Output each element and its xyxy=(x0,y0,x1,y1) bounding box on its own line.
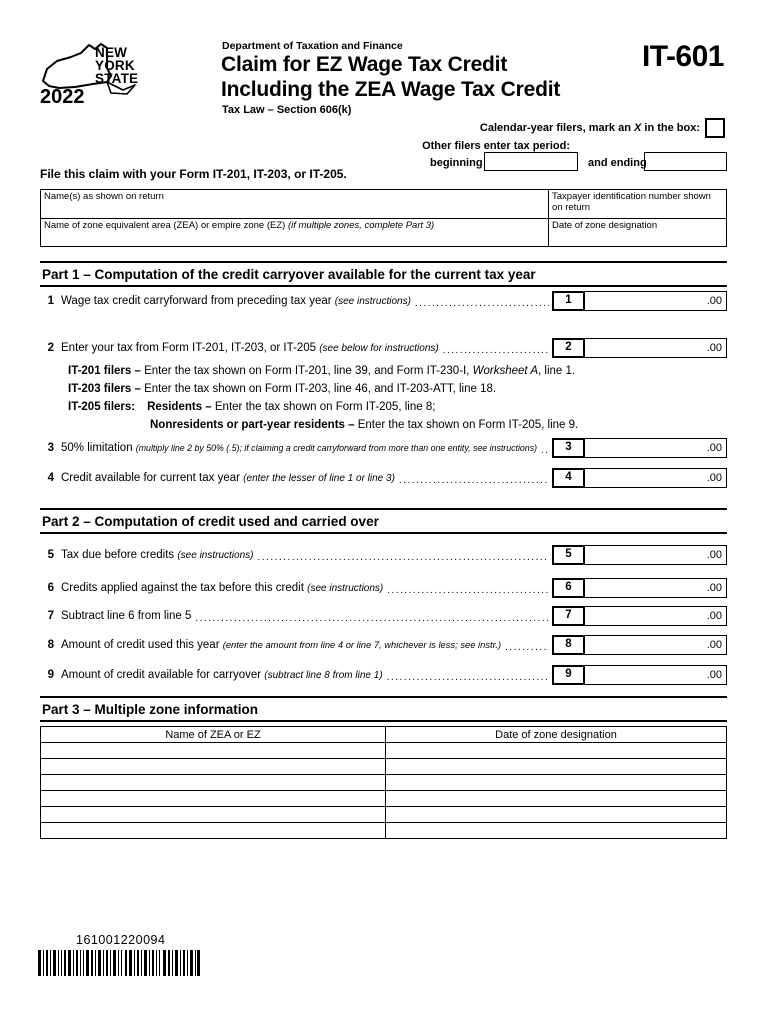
zone-name-entry[interactable] xyxy=(41,759,386,775)
line-1-note: (see instructions) xyxy=(334,296,411,307)
zone-table-row xyxy=(41,759,727,775)
dotted-leader xyxy=(257,550,549,565)
line-8-label: Amount of credit used this year xyxy=(61,639,223,651)
tin-cell xyxy=(549,190,726,219)
line-5-number-box: 5 xyxy=(552,545,585,565)
zone-date-entry[interactable] xyxy=(386,807,727,823)
line-4-amount-input[interactable]: .00 xyxy=(585,468,727,488)
line-2-amount-input[interactable]: .00 xyxy=(585,338,727,358)
form-line-2 xyxy=(40,338,727,358)
form-line-1 xyxy=(40,291,727,311)
zone-date-entry[interactable] xyxy=(386,743,727,759)
line-1-number-box: 1 xyxy=(552,291,585,311)
tax-period-ending-input[interactable] xyxy=(644,152,727,171)
zone-date-label: Date of zone designation xyxy=(552,220,658,231)
barcode-digits: 161001220094 xyxy=(76,933,166,947)
calendar-x: X xyxy=(633,122,642,134)
it205-residents-instruction: IT-205 filers: Residents – Enter the tax shown on Form IT-205, line 8; xyxy=(68,401,436,413)
identity-table xyxy=(40,189,727,247)
line-5-number: 5 xyxy=(47,549,54,561)
logo-word-york: YORK xyxy=(95,58,135,73)
line-5-note: (see instructions) xyxy=(177,550,254,561)
line-9-note: (subtract line 8 from line 1) xyxy=(264,670,383,681)
zone-name-entry[interactable] xyxy=(41,791,386,807)
dotted-leader xyxy=(387,583,549,598)
other-filers-label: Other filers enter tax period: xyxy=(422,140,570,152)
logo-year: 2022 xyxy=(40,86,85,108)
dotted-leader xyxy=(415,296,549,311)
line-1-number: 1 xyxy=(47,295,54,307)
line-9-number: 9 xyxy=(47,669,54,681)
line-6-number-box: 6 xyxy=(552,578,585,598)
form-line-6 xyxy=(40,578,727,598)
line-2-note: (see below for instructions) xyxy=(319,343,439,354)
zone-date-cell xyxy=(549,219,726,246)
zone-name-entry[interactable] xyxy=(41,775,386,791)
line-3-number: 3 xyxy=(47,442,54,454)
line-8-number: 8 xyxy=(47,639,54,651)
line-4-note: (enter the lesser of line 1 or line 3) xyxy=(243,473,395,484)
line-9-amount-input[interactable]: .00 xyxy=(585,665,727,685)
form-line-5 xyxy=(40,545,727,565)
zone-table-header-row xyxy=(41,727,727,743)
dotted-leader xyxy=(505,640,549,655)
zone-table-row xyxy=(41,791,727,807)
line-5-amount-input[interactable]: .00 xyxy=(585,545,727,565)
line-8-note: (enter the amount from line 4 or line 7, whichever is less; see instr.) xyxy=(222,639,502,650)
dotted-leader xyxy=(399,473,549,488)
zone-table-row xyxy=(41,775,727,791)
line-3-amount-input[interactable]: .00 xyxy=(585,438,727,458)
line-2-number-box: 2 xyxy=(552,338,585,358)
line-9-number-box: 9 xyxy=(552,665,585,685)
line-7-number: 7 xyxy=(47,610,54,622)
line-6-label: Credits applied against the tax before this credit xyxy=(61,582,308,594)
dotted-leader xyxy=(443,343,549,358)
line-3-note: (multiply line 2 by 50% (.5); if claiming a credit carryforward from more than one entity, see instructions) xyxy=(135,443,538,453)
tax-period-beginning-input[interactable] xyxy=(484,152,578,171)
beginning-label: beginning xyxy=(430,157,483,169)
dotted-leader xyxy=(541,443,549,458)
filer-instructions xyxy=(68,362,708,434)
line-1-amount-input[interactable]: .00 xyxy=(585,291,727,311)
logo-word-state: STATE xyxy=(95,71,139,86)
part2-heading: Part 2 – Computation of credit used and carried over xyxy=(40,508,727,534)
dotted-leader xyxy=(387,670,549,685)
tax-law-reference: Tax Law – Section 606(k) xyxy=(222,104,352,116)
line-4-label: Credit available for current tax year xyxy=(61,472,244,484)
zone-table-row xyxy=(41,743,727,759)
zone-date-entry[interactable] xyxy=(386,823,727,839)
zone-name-input[interactable] xyxy=(41,231,548,246)
zone-label-note: (if multiple zones, complete Part 3) xyxy=(287,220,435,231)
calendar-year-checkbox[interactable] xyxy=(705,118,725,138)
zone-date-entry[interactable] xyxy=(386,791,727,807)
line-5-label: Tax due before credits xyxy=(61,549,178,561)
form-number: IT-601 xyxy=(641,40,724,73)
line-3-label: 50% limitation xyxy=(61,442,136,454)
part1-heading: Part 1 – Computation of the credit carryover available for the current tax year xyxy=(40,261,727,287)
line-3-number-box: 3 xyxy=(552,438,585,458)
and-ending-label: and ending xyxy=(588,157,647,169)
zone-label: Name of zone equivalent area (ZEA) or empire zone (EZ) xyxy=(44,220,288,231)
zone-table-col1-header: Name of ZEA or EZ xyxy=(41,727,386,743)
line-9-label: Amount of credit available for carryover xyxy=(61,669,265,681)
it201-filers-instruction: IT-201 filers – Enter the tax shown on Form IT-201, line 39, and Form IT-230-I, Worksheet A, line 1. xyxy=(68,365,576,377)
line-7-number-box: 7 xyxy=(552,606,585,626)
line-6-number: 6 xyxy=(47,582,54,594)
zone-name-entry[interactable] xyxy=(41,807,386,823)
form-line-9 xyxy=(40,665,727,685)
logo-word-new: NEW xyxy=(95,45,128,60)
zone-date-input[interactable] xyxy=(549,231,726,246)
zone-name-entry[interactable] xyxy=(41,823,386,839)
line-1-label: Wage tax credit carryforward from preceding tax year xyxy=(61,295,335,307)
line-8-amount-input[interactable]: .00 xyxy=(585,635,727,655)
part3-heading: Part 3 – Multiple zone information xyxy=(40,696,727,722)
name-cell xyxy=(41,190,549,219)
zone-date-entry[interactable] xyxy=(386,775,727,791)
tin-input[interactable] xyxy=(549,202,726,218)
it205-nonresidents-instruction: Nonresidents or part-year residents – Enter the tax shown on Form IT-205, line 9. xyxy=(150,419,579,431)
zone-date-entry[interactable] xyxy=(386,759,727,775)
tin-label: Taxpayer identification number shown on return xyxy=(552,191,711,213)
it203-filers-instruction: IT-203 filers – Enter the tax shown on Form IT-203, line 46, and IT-203-ATT, line 18. xyxy=(68,383,497,395)
dotted-leader xyxy=(195,611,549,626)
calendar-year-filers-label: Calendar-year filers, mark an X in the box: xyxy=(479,122,700,134)
name-input[interactable] xyxy=(41,202,548,218)
line-2-number: 2 xyxy=(47,342,54,354)
form-line-7 xyxy=(40,606,727,626)
department-name: Department of Taxation and Finance xyxy=(222,40,403,52)
barcode-icon xyxy=(38,950,200,976)
multiple-zone-table xyxy=(40,726,727,839)
zone-name-entry[interactable] xyxy=(41,743,386,759)
zone-table-row xyxy=(41,807,727,823)
form-title-line2: Including the ZEA Wage Tax Credit xyxy=(221,78,561,101)
line-4-number: 4 xyxy=(47,472,54,484)
name-label: Name(s) as shown on return xyxy=(44,191,164,202)
line-8-number-box: 8 xyxy=(552,635,585,655)
line-2-label: Enter your tax from Form IT-201, IT-203, or IT-205 xyxy=(61,342,320,354)
zone-name-cell xyxy=(41,219,549,246)
line-4-number-box: 4 xyxy=(552,468,585,488)
form-line-3 xyxy=(40,438,727,458)
line-6-amount-input[interactable]: .00 xyxy=(585,578,727,598)
zone-table-col2-header: Date of zone designation xyxy=(386,727,727,743)
form-title-line1: Claim for EZ Wage Tax Credit xyxy=(221,53,508,76)
form-line-4 xyxy=(40,468,727,488)
line-6-note: (see instructions) xyxy=(307,583,384,594)
zone-table-row xyxy=(41,823,727,839)
form-line-8 xyxy=(40,635,727,655)
line-7-label: Subtract line 6 from line 5 xyxy=(61,610,192,622)
file-claim-instruction: File this claim with your Form IT-201, IT-203, or IT-205. xyxy=(40,167,347,181)
line-7-amount-input[interactable]: .00 xyxy=(585,606,727,626)
